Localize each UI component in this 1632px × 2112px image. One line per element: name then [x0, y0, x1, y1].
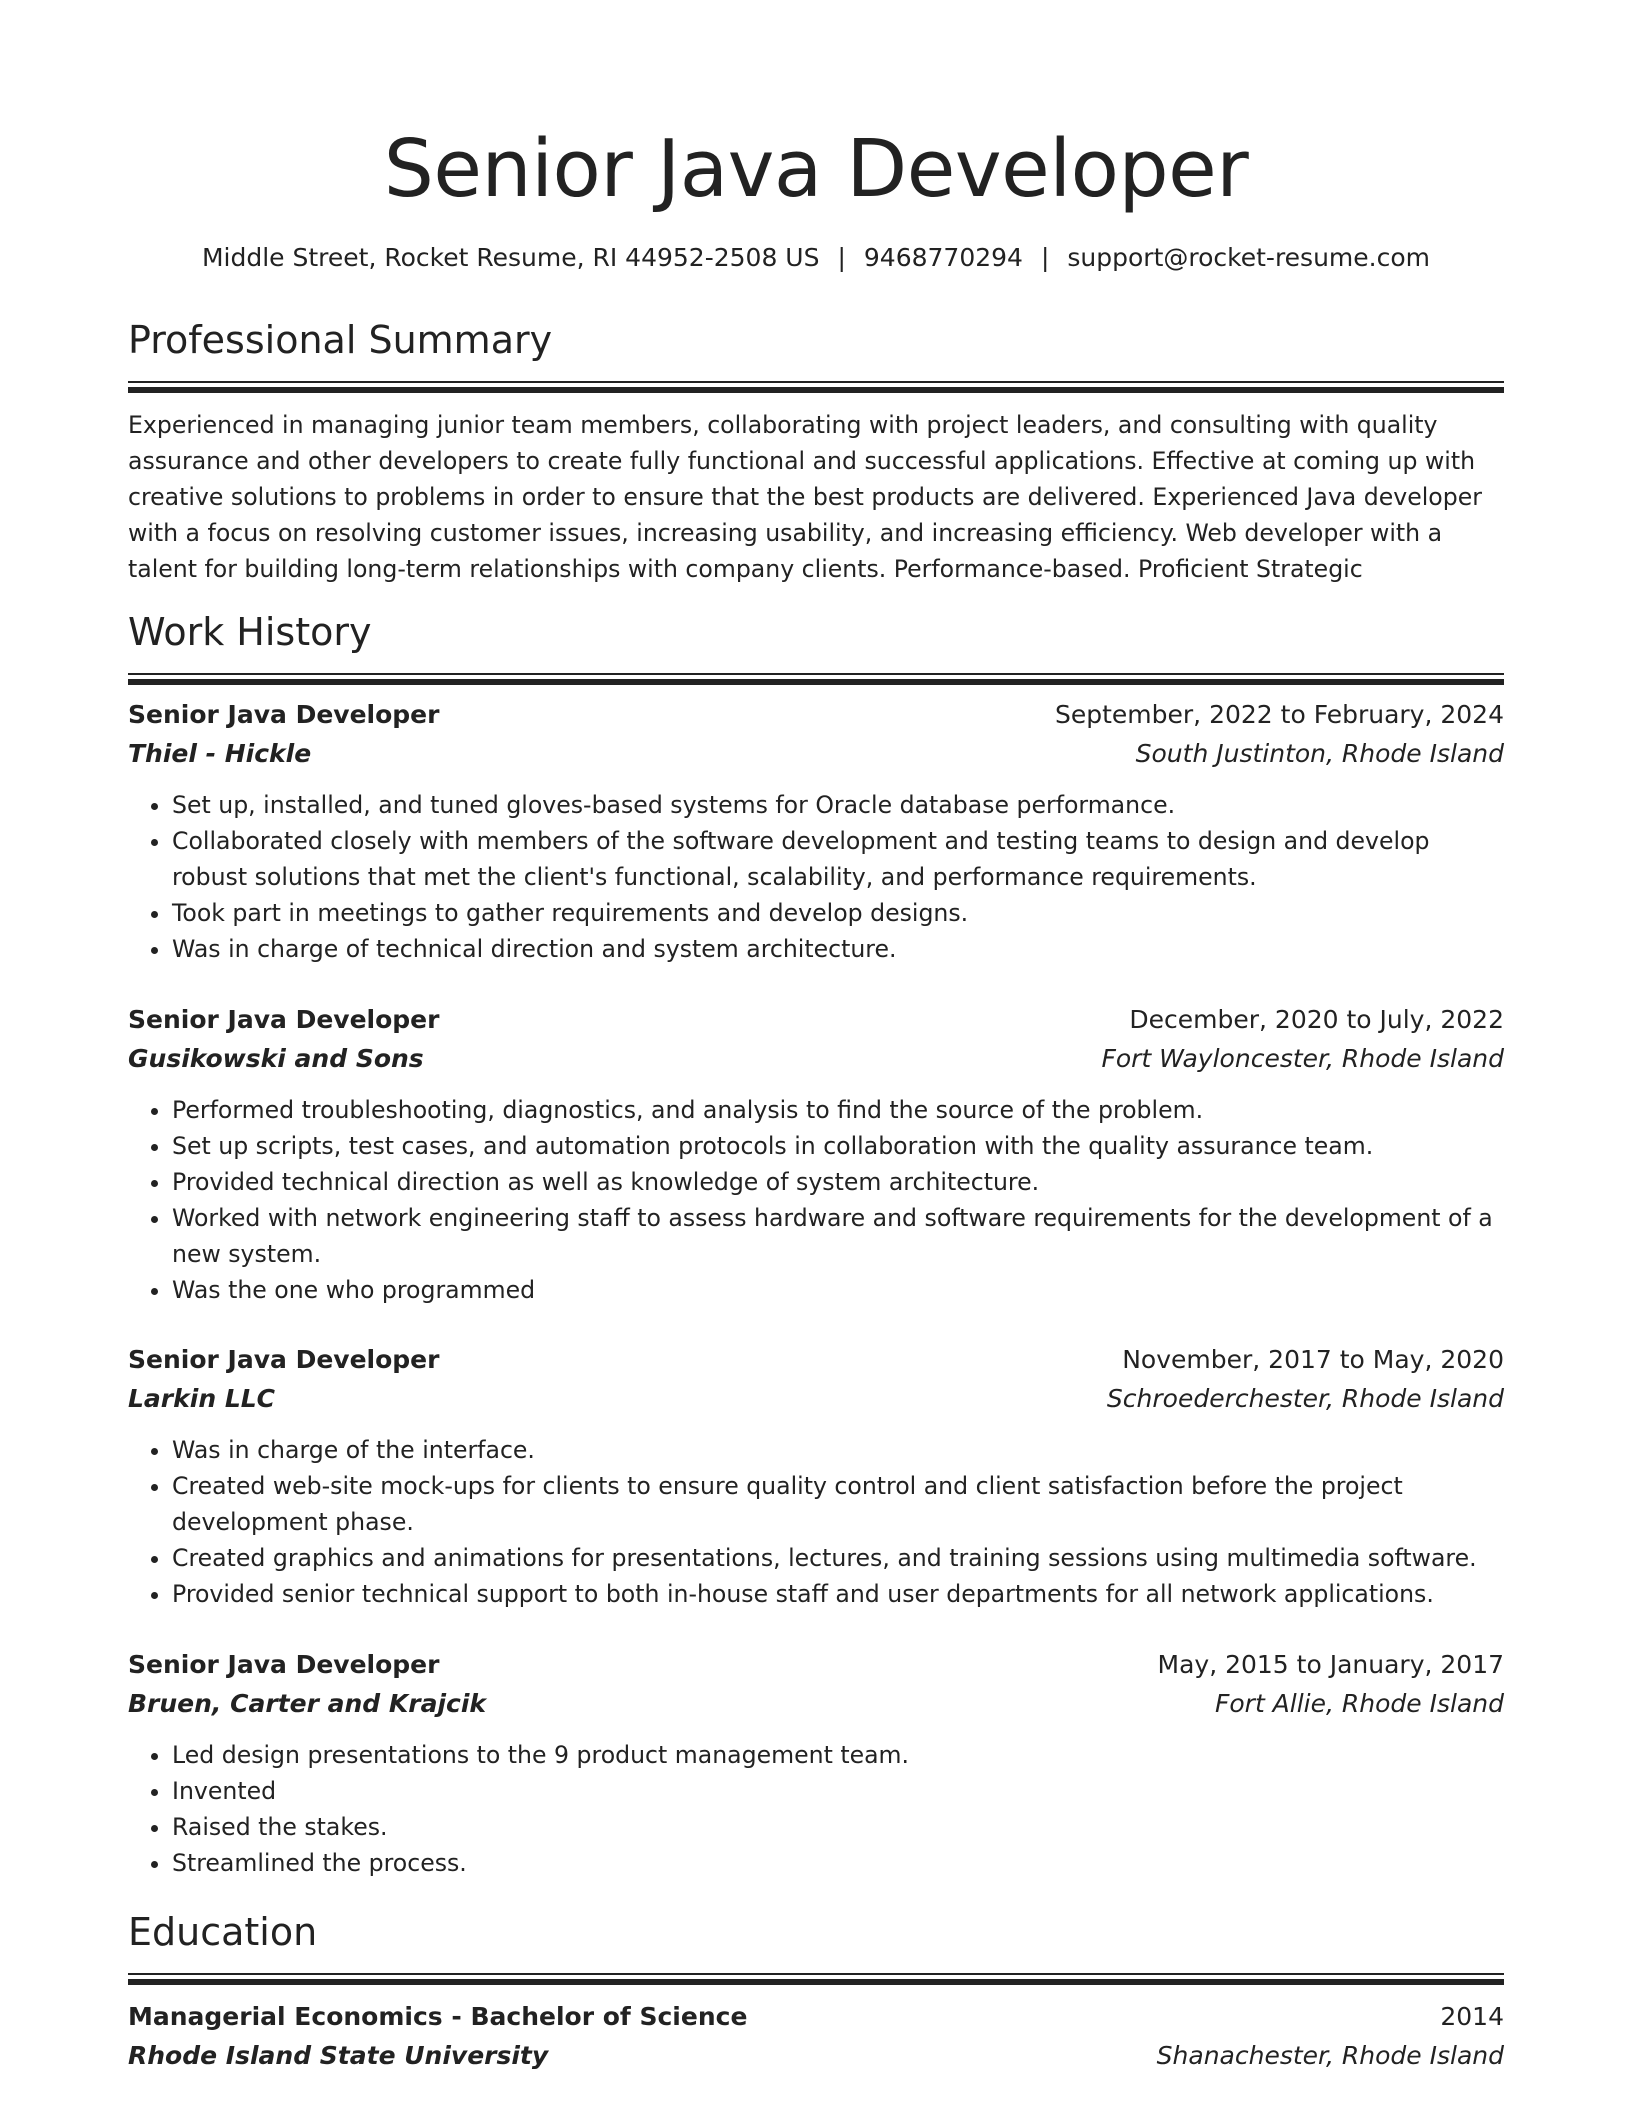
summary-text: Experienced in managing junior team members, collaborating with project leaders, and consulting with quality assurance and other developers to create fully functional and successful applications. Effective at coming up with creative solutions to problems in order to ensure that the best products are delivered. Experienced Java developer with a focus on resolving customer issues, increasing usability, and increasing efficiency. Web developer with a talent for building long-term relationships with company clients. Performance-based. Proficient Strategic — [128, 411, 1482, 583]
job-bullet: • Worked with network engineering staff to assess hardware and software requirements for the development of a new system. — [172, 1200, 1504, 1272]
resume-name: Senior Java Developer — [383, 123, 1249, 215]
job-bullet: • Created web-site mock-ups for clients to ensure quality control and client satisfaction before the project development phase. — [172, 1468, 1504, 1540]
job-bullet: • Was in charge of the interface. — [172, 1432, 1504, 1468]
job-bullet: • Set up scripts, test cases, and automation protocols in collaboration with the quality assurance team. — [172, 1128, 1504, 1164]
job-entry — [128, 1340, 1504, 1612]
job-bullet: • Provided technical direction as well as knowledge of system architecture. — [172, 1164, 1504, 1200]
summary-section — [128, 316, 1504, 587]
education-location: Shanachester, Rhode Island — [1156, 2041, 1504, 2070]
section-divider — [128, 673, 1504, 685]
job-bullet: • Set up, installed, and tuned gloves-based systems for Oracle database performance. — [172, 787, 1504, 823]
job-bullet: • Streamlined the process. — [172, 1845, 1504, 1881]
job-bullet: • Provided senior technical support to both in-house staff and user departments for all network applications. — [172, 1576, 1504, 1612]
job-bullet: • Was in charge of technical direction and system architecture. — [172, 931, 1504, 967]
work-history-section — [128, 608, 1504, 685]
job-company-row — [128, 734, 1504, 773]
job-bullet: • Raised the stakes. — [172, 1809, 1504, 1845]
job-title: Senior Java Developer — [128, 1005, 440, 1034]
contact-address: Middle Street, Rocket Resume, RI 44952-2508 US — [201, 243, 820, 272]
job-location: South Justinton, Rhode Island — [1135, 739, 1504, 768]
job-dates: September, 2022 to February, 2024 — [1055, 700, 1504, 729]
education-section — [128, 1908, 1504, 2075]
job-bullet: • Collaborated closely with members of the software development and testing teams to design and develop robust solutions that met the client's functional, scalability, and performance requirements. — [172, 823, 1504, 895]
job-title: Senior Java Developer — [128, 1650, 440, 1679]
contact-line — [128, 241, 1504, 275]
job-bullet: • Took part in meetings to gather requirements and develop designs. — [172, 895, 1504, 931]
job-bullet: • Was the one who programmed — [172, 1272, 1504, 1308]
job-bullets — [128, 787, 1504, 967]
section-title-work-history: Work History — [128, 610, 372, 654]
job-location: Fort Wayloncester, Rhode Island — [1101, 1044, 1504, 1073]
job-company-row — [128, 1039, 1504, 1078]
job-location: Fort Allie, Rhode Island — [1214, 1689, 1504, 1718]
job-bullet: • Led design presentations to the 9 product management team. — [172, 1737, 1504, 1773]
job-entry — [128, 1645, 1504, 1881]
contact-separator: | — [837, 243, 846, 272]
job-entry — [128, 695, 1504, 967]
job-company: Larkin LLC — [128, 1384, 276, 1413]
job-bullets — [128, 1092, 1504, 1308]
contact-phone: 9468770294 — [863, 243, 1023, 272]
job-location: Schroederchester, Rhode Island — [1106, 1384, 1504, 1413]
job-bullet: • Performed troubleshooting, diagnostics, and analysis to find the source of the problem. — [172, 1092, 1504, 1128]
section-title-summary: Professional Summary — [128, 318, 553, 362]
job-company: Bruen, Carter and Krajcik — [128, 1689, 487, 1718]
job-title: Senior Java Developer — [128, 700, 440, 729]
education-header-row — [128, 1997, 1504, 2036]
job-company-row — [128, 1379, 1504, 1418]
education-year: 2014 — [1440, 2002, 1504, 2031]
job-company: Thiel - Hickle — [128, 739, 312, 768]
section-divider — [128, 381, 1504, 393]
job-bullets — [128, 1432, 1504, 1612]
education-school: Rhode Island State University — [128, 2041, 549, 2070]
job-header-row — [128, 1000, 1504, 1039]
education-degree: Managerial Economics - Bachelor of Science — [128, 2002, 748, 2031]
job-header-row — [128, 695, 1504, 734]
section-title-education: Education — [128, 1910, 318, 1954]
section-divider — [128, 1973, 1504, 1985]
resume-page — [128, 0, 1504, 2070]
job-bullets — [128, 1737, 1504, 1881]
education-school-row — [128, 2036, 1504, 2075]
job-dates: May, 2015 to January, 2017 — [1157, 1650, 1504, 1679]
job-entry — [128, 1000, 1504, 1308]
job-header-row — [128, 1340, 1504, 1379]
job-dates: December, 2020 to July, 2022 — [1129, 1005, 1504, 1034]
job-dates: November, 2017 to May, 2020 — [1122, 1345, 1504, 1374]
job-company-row — [128, 1684, 1504, 1723]
job-bullet: • Created graphics and animations for presentations, lectures, and training sessions using multimedia software. — [172, 1540, 1504, 1576]
job-header-row — [128, 1645, 1504, 1684]
contact-separator: | — [1040, 243, 1050, 272]
job-bullet: • Invented — [172, 1773, 1504, 1809]
job-company: Gusikowski and Sons — [128, 1044, 424, 1073]
job-title: Senior Java Developer — [128, 1345, 440, 1374]
contact-email: support@rocket-resume.com — [1067, 243, 1431, 272]
